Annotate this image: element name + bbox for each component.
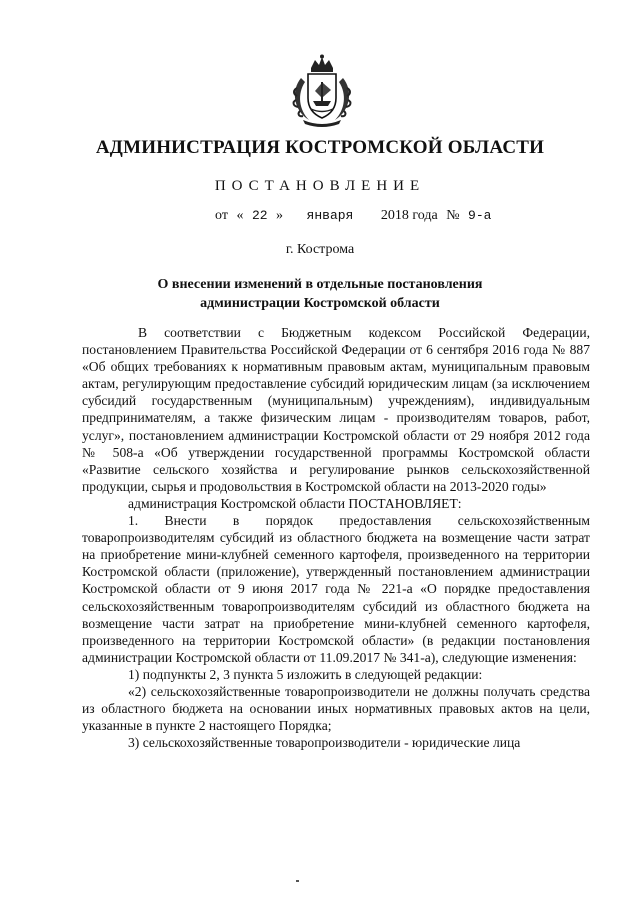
date-day: 22 (251, 208, 268, 223)
scan-mark (296, 880, 299, 882)
paragraph-resolves: администрация Костромской области ПОСТАНОВЛЯЕТ: (128, 495, 462, 511)
organization-title: АДМИНИСТРАЦИЯ КОСТРОМСКОЙ ОБЛАСТИ (95, 137, 545, 158)
date-open-quote: « (236, 208, 244, 223)
coat-of-arms-emblem (289, 54, 355, 128)
date-month: января (306, 208, 354, 223)
date-year: 2018 года (380, 208, 438, 223)
paragraph-preamble: В соответствии с Бюджетным кодексом Российской Федерации, постановлением Правительства Российской Федерации от 6 сентября 2016 года № 887 «Об общих требованиях к нормативным правовым актам, муниципальным правовым актам, регулирующим предоставление субсидий юридическим лицам (за исключением субсидий государственным (муниципальным) учреждениям), индивидуальным предпринимателям, а также физическим лицам - производителям товаров, работ, услуг», постановлением администрации Костромской области от 29 ноября 2012 года № 508-а «Об утверждении государственной программы Костромской области «Развитие сельского хозяйства и регулирование рынков сельскохозяйственной продукции, сырья и продовольствия в Костромской области на 2013-2020 годы» (82, 325, 590, 494)
number-sign: № (446, 208, 460, 223)
date-close-quote: » (276, 208, 284, 223)
subject-line-1: О внесении изменений в отдельные постановления (157, 277, 483, 292)
date-prefix: от (215, 208, 228, 223)
paragraph-subitem-1: 1) подпункты 2, 3 пункта 5 изложить в следующей редакции: (128, 666, 483, 682)
body-text (82, 324, 590, 751)
subject-line-2: администрации Костромской области (200, 296, 440, 311)
document-type-title: ПОСТАНОВЛЕНИЕ (214, 178, 426, 194)
city-line: г. Кострома (285, 242, 355, 257)
subject-heading (0, 275, 640, 313)
paragraph-item-1: 1. Внести в порядок предоставления сельскохозяйственным товаропроизводителям субсидий из областного бюджета на возмещение части затрат на приобретение мини-клубней семенного картофеля, произведенного на территории Костромской области (приложение), утвержденный постановлением администрации Костромской области от 9 июня 2017 года № 221-а «О порядке предоставления сельскохозяйственным товаропроизводителям субсидий из областного бюджета на возмещение части затрат на приобретение мини-клубней семенного картофеля, произведенного на территории Костромской области» (в редакции постановления администрации Костромской области от 11.09.2017 № 341-а), следующие изменения: (82, 513, 590, 665)
paragraph-subitem-2-quote: «2) сельскохозяйственные товаропроизводители не должны получать средства из областного бюджета на основании иных нормативных правовых актов на цели, указанные в пункте 2 настоящего Порядка; (82, 683, 590, 734)
date-number-line (215, 208, 496, 224)
paragraph-subitem-3: 3) сельскохозяйственные товаропроизводители - юридические лица (128, 735, 521, 751)
document-number: 9-а (468, 208, 492, 223)
